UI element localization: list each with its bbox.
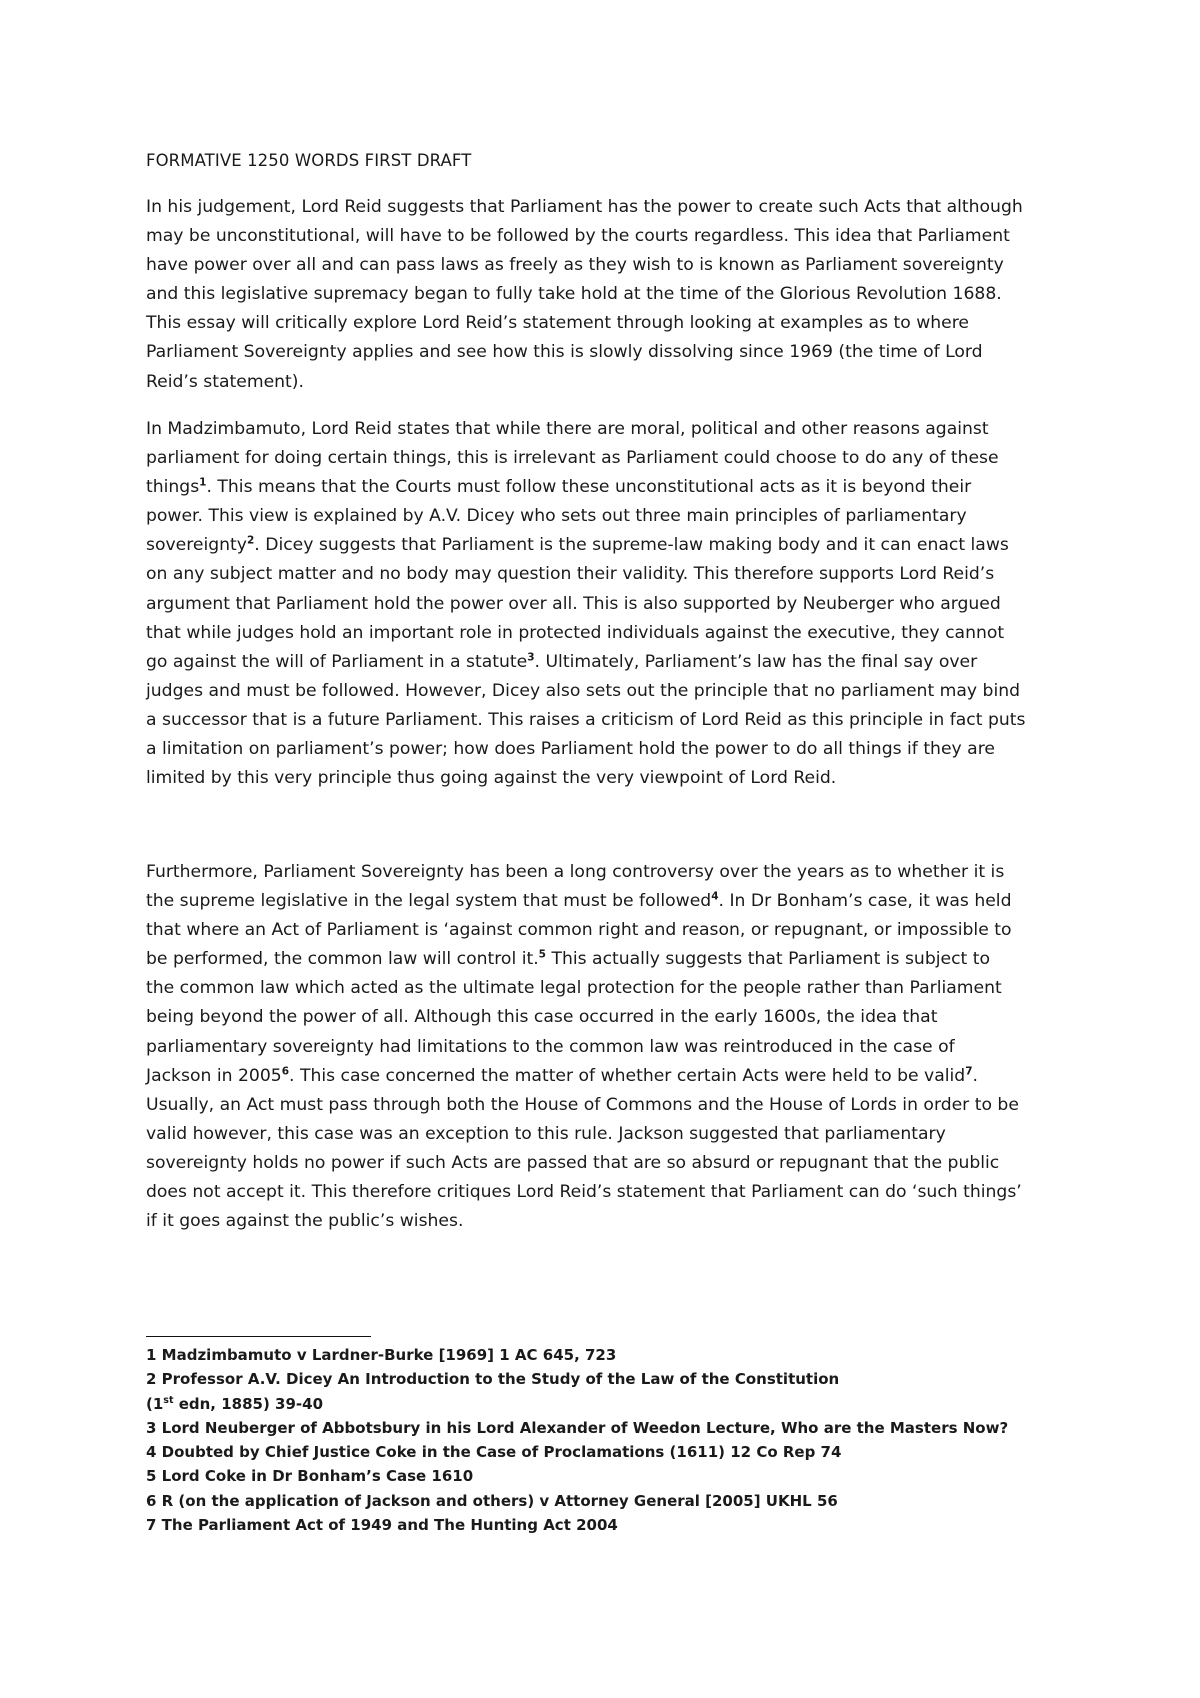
text-run: being beyond the power of all. Although this case occurred in the early 1600s, the idea that <box>146 1007 938 1028</box>
paragraph-line <box>146 531 1076 560</box>
paragraph-line <box>146 1149 1076 1178</box>
footnote-item <box>146 1416 1076 1440</box>
paragraph-line <box>146 706 1076 735</box>
footnote-reference: st <box>163 1394 174 1406</box>
footnote-item <box>146 1367 1076 1391</box>
text-run: power. This view is explained by A.V. Dicey who sets out three main principles of parliamentary <box>146 506 967 527</box>
footnote-item <box>146 1343 1076 1367</box>
text-run: . In Dr Bonham’s case, it was held <box>718 891 1012 912</box>
text-run: that where an Act of Parliament is ‘against common right and reason, or repugnant, or impossible to <box>146 920 1012 941</box>
paragraph-line <box>146 590 1076 619</box>
text-run: . <box>972 1065 978 1086</box>
text-run: sovereignty holds no power if such Acts are passed that are so absurd or repugnant that the public <box>146 1152 1000 1173</box>
footnote-item <box>146 1392 1076 1416</box>
text-run: does not accept it. This therefore critiques Lord Reid’s statement that Parliament can do ‘such things’ <box>146 1182 1022 1203</box>
paragraph-line <box>146 1120 1076 1149</box>
footnote-reference: 1 <box>199 476 207 489</box>
text-run: . Dicey suggests that Parliament is the supreme-law making body and it can enact laws <box>254 535 1009 556</box>
text-run: that while judges hold an important role in protected individuals against the executive, they cannot <box>146 622 1005 643</box>
paragraph-line <box>146 222 1076 251</box>
text-run: things <box>146 477 200 498</box>
text-run: be performed, the common law will control it. <box>146 949 539 970</box>
text-run: parliament for doing certain things, this is irrelevant as Parliament could choose to do any of these <box>146 448 999 469</box>
text-run: 3 Lord Neuberger of Abbotsbury in his Lord Alexander of Weedon Lecture, Who are the Masters Now? <box>146 1418 1009 1437</box>
paragraph-line <box>146 1062 1076 1091</box>
footnote-item <box>146 1464 1076 1488</box>
text-run: judges and must be followed. However, Dicey also sets out the principle that no parliament may bind <box>146 680 1021 701</box>
text-run: if it goes against the public’s wishes. <box>146 1211 464 1232</box>
paragraph-line <box>146 648 1076 677</box>
paragraph-line <box>146 193 1076 222</box>
text-run: Usually, an Act must pass through both the House of Commons and the House of Lords in order to be <box>146 1094 1019 1115</box>
text-run: 6 R (on the application of Jackson and others) v Attorney General [2005] UKHL 56 <box>146 1491 838 1510</box>
text-run: a successor that is a future Parliament. This raises a criticism of Lord Reid as this principle in fact puts <box>146 709 1026 730</box>
paragraph-line <box>146 338 1076 367</box>
text-run: a limitation on parliament’s power; how does Parliament hold the power to do all things if they are <box>146 739 995 760</box>
text-run: . This case concerned the matter of whether certain Acts were held to be valid <box>289 1065 966 1086</box>
text-run: edn, 1885) 39-40 <box>173 1394 324 1413</box>
paragraph-line <box>146 560 1076 589</box>
paragraph-line <box>146 945 1076 974</box>
text-run: Reid’s statement). <box>146 371 304 392</box>
paragraph-line <box>146 619 1076 648</box>
paragraph-line <box>146 415 1076 444</box>
paragraph-line <box>146 764 1076 793</box>
body-paragraph-2 <box>146 415 1076 793</box>
paragraph-line <box>146 502 1076 531</box>
paragraph-line <box>146 974 1076 1003</box>
paragraph-line <box>146 368 1076 397</box>
text-run: the supreme legislative in the legal system that must be followed <box>146 891 712 912</box>
footnote-reference: 3 <box>527 651 535 664</box>
text-run: . Ultimately, Parliament’s law has the final say over <box>534 651 978 672</box>
paragraph-line <box>146 916 1076 945</box>
footnote-item <box>146 1489 1076 1513</box>
paragraph-line <box>146 1033 1076 1062</box>
text-run: go against the will of Parliament in a statute <box>146 651 528 672</box>
text-run: 4 Doubted by Chief Justice Coke in the Case of Proclamations (1611) 12 Co Rep 74 <box>146 1443 842 1462</box>
text-run: 5 Lord Coke in Dr Bonham’s Case 1610 <box>146 1467 474 1486</box>
text-run: limited by this very principle thus going against the very viewpoint of Lord Reid. <box>146 768 837 789</box>
text-run: parliamentary sovereignty had limitations to the common law was reintroduced in the case of <box>146 1036 955 1057</box>
text-run: sovereignty <box>146 535 247 556</box>
footnote-reference: 6 <box>281 1064 290 1077</box>
paragraph-line <box>146 309 1076 338</box>
paragraph-line <box>146 677 1076 706</box>
text-run: 7 The Parliament Act of 1949 and The Hunting Act 2004 <box>146 1516 618 1535</box>
text-run: the common law which acted as the ultimate legal protection for the people rather than Parliament <box>146 978 1002 999</box>
text-run: argument that Parliament hold the power over all. This is also supported by Neuberger who argued <box>146 593 1001 614</box>
footnote-reference: 7 <box>965 1064 973 1077</box>
paragraph-line <box>146 1178 1076 1207</box>
text-run: on any subject matter and no body may question their validity. This therefore supports Lord Reid’s <box>146 564 995 585</box>
body-paragraph-3 <box>146 858 1076 1236</box>
body-paragraph-1 <box>146 193 1076 397</box>
footnote-item <box>146 1440 1076 1464</box>
paragraph-line <box>146 280 1076 309</box>
text-run: valid however, this case was an exception to this rule. Jackson suggested that parliamentary <box>146 1123 946 1144</box>
text-run: In his judgement, Lord Reid suggests that Parliament has the power to create such Acts that although <box>146 197 1023 217</box>
paragraph-line <box>146 1091 1076 1120</box>
paragraph-line <box>146 1003 1076 1032</box>
paragraph-line <box>146 735 1076 764</box>
text-run: . This means that the Courts must follow these unconstitutional acts as it is beyond their <box>206 477 972 498</box>
paragraph-line <box>146 444 1076 473</box>
text-run: (1 <box>146 1394 164 1413</box>
footnote-item <box>146 1513 1076 1537</box>
paragraph-line <box>146 1207 1076 1236</box>
text-run: Parliament Sovereignty applies and see how this is slowly dissolving since 1969 (the time of Lord <box>146 342 983 363</box>
text-run: 2 Professor A.V. Dicey An Introduction to the Study of the Law of the Constitution <box>146 1370 840 1389</box>
footnote-reference: 2 <box>246 534 255 547</box>
text-run: In Madzimbamuto, Lord Reid states that while there are moral, political and other reasons against <box>146 419 989 439</box>
paragraph-line <box>146 887 1076 916</box>
footnote-reference: 4 <box>711 890 719 903</box>
text-run: Furthermore, Parliament Sovereignty has been a long controversy over the years as to whether it is <box>146 862 1005 882</box>
text-run: This actually suggests that Parliament is subject to <box>545 949 990 970</box>
text-run: may be unconstitutional, will have to be followed by the courts regardless. This idea that Parliament <box>146 226 1010 247</box>
paragraph-line <box>146 251 1076 280</box>
footnote-reference: 5 <box>538 948 546 961</box>
footnote-separator <box>146 1336 371 1337</box>
text-run: 1 Madzimbamuto v Lardner-Burke [1969] 1 AC 645, 723 <box>146 1346 617 1364</box>
paragraph-line <box>146 858 1076 887</box>
paragraph-line <box>146 473 1076 502</box>
text-run: and this legislative supremacy began to fully take hold at the time of the Glorious Revolution 1688. <box>146 284 1002 305</box>
text-run: This essay will critically explore Lord Reid’s statement through looking at examples as to where <box>146 313 970 334</box>
document-title: FORMATIVE 1250 WORDS FIRST DRAFT <box>146 151 472 170</box>
footnotes-list <box>146 1343 1076 1537</box>
text-run: Jackson in 2005 <box>146 1065 282 1086</box>
text-run: have power over all and can pass laws as freely as they wish to is known as Parliament sovereignty <box>146 255 1004 276</box>
